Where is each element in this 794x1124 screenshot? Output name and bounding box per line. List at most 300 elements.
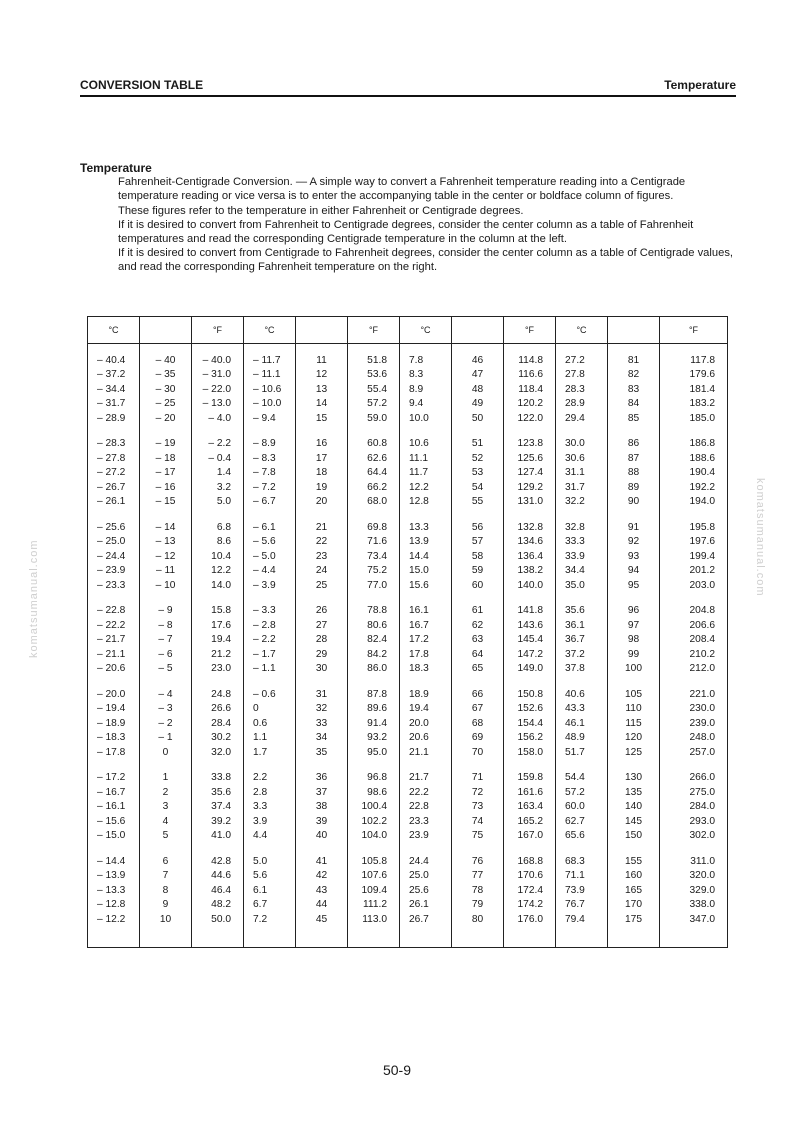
center-value-cell: 175 (608, 912, 660, 929)
fahrenheit-cell: 127.4 (504, 466, 556, 481)
center-value-cell: 76 (452, 845, 504, 869)
center-value-cell: 16 (296, 428, 348, 452)
table-row (88, 633, 728, 648)
fahrenheit-cell: 197.6 (660, 535, 728, 550)
fahrenheit-cell: 190.4 (660, 466, 728, 481)
fahrenheit-cell: 68.0 (348, 495, 400, 512)
celsius-cell: 35.6 (556, 595, 608, 619)
center-value-cell: 57 (452, 535, 504, 550)
fahrenheit-cell: 93.2 (348, 731, 400, 746)
center-value-cell: 21 (296, 511, 348, 535)
table-row (88, 535, 728, 550)
table-row (88, 800, 728, 815)
celsius-cell: 26.1 (400, 898, 452, 913)
center-value-cell: 110 (608, 702, 660, 717)
table-row (88, 647, 728, 662)
center-value-cell: 44 (296, 898, 348, 913)
center-value-cell: – 17 (140, 466, 192, 481)
celsius-cell: – 19.4 (88, 702, 140, 717)
fahrenheit-cell: 168.8 (504, 845, 556, 869)
center-value-cell: 72 (452, 785, 504, 800)
fahrenheit-cell: – 0.4 (192, 451, 244, 466)
celsius-cell: 32.8 (556, 511, 608, 535)
center-value-cell: 37 (296, 785, 348, 800)
fahrenheit-cell: 116.6 (504, 368, 556, 383)
celsius-cell: – 6.1 (244, 511, 296, 535)
fahrenheit-cell: 167.0 (504, 829, 556, 846)
celsius-cell: – 31.7 (88, 397, 140, 412)
center-value-cell: 145 (608, 814, 660, 829)
fahrenheit-cell: 347.0 (660, 912, 728, 929)
celsius-cell: – 17.2 (88, 762, 140, 786)
fahrenheit-cell: 37.4 (192, 800, 244, 815)
fahrenheit-cell: 86.0 (348, 662, 400, 679)
fahrenheit-cell: 188.6 (660, 451, 728, 466)
table-row (88, 480, 728, 495)
intro-heading: Temperature (80, 161, 152, 175)
spacer-cell (400, 929, 452, 948)
celsius-cell: – 20.6 (88, 662, 140, 679)
fahrenheit-cell: 208.4 (660, 633, 728, 648)
center-value-cell: 6 (140, 845, 192, 869)
intro-paragraph: If it is desired to convert from Centigrade to Fahrenheit degrees, consider the center column as a table of Centigrade values, and read the corresponding Fahrenheit temperature on the right. (118, 247, 734, 274)
center-value-cell: – 2 (140, 716, 192, 731)
table-row (88, 618, 728, 633)
celsius-cell: – 5.0 (244, 549, 296, 564)
center-value-cell: 58 (452, 549, 504, 564)
fahrenheit-cell: 102.2 (348, 814, 400, 829)
center-value-cell: 20 (296, 495, 348, 512)
center-value-cell: – 13 (140, 535, 192, 550)
center-value-cell: 26 (296, 595, 348, 619)
celsius-cell: 40.6 (556, 678, 608, 702)
fahrenheit-cell: 28.4 (192, 716, 244, 731)
fahrenheit-cell: 176.0 (504, 912, 556, 929)
celsius-cell: – 28.9 (88, 411, 140, 428)
fahrenheit-cell: 129.2 (504, 480, 556, 495)
celsius-cell: – 17.8 (88, 745, 140, 762)
table-row (88, 368, 728, 383)
celsius-cell: – 3.9 (244, 578, 296, 595)
conversion-table (87, 316, 728, 948)
spacer-cell (296, 929, 348, 948)
center-value-cell: 49 (452, 397, 504, 412)
fahrenheit-cell: 80.6 (348, 618, 400, 633)
center-value-cell: 35 (296, 745, 348, 762)
celsius-cell: – 11.1 (244, 368, 296, 383)
center-value-cell: – 8 (140, 618, 192, 633)
table-row (88, 564, 728, 579)
celsius-cell: 1.7 (244, 745, 296, 762)
center-value-cell: – 9 (140, 595, 192, 619)
center-value-cell: 69 (452, 731, 504, 746)
fahrenheit-cell: 109.4 (348, 883, 400, 898)
center-value-cell: – 5 (140, 662, 192, 679)
fahrenheit-cell: 87.8 (348, 678, 400, 702)
fahrenheit-cell: 19.4 (192, 633, 244, 648)
celsius-cell: – 18.9 (88, 716, 140, 731)
fahrenheit-cell: 204.8 (660, 595, 728, 619)
header-rule (80, 95, 736, 97)
fahrenheit-cell: 136.4 (504, 549, 556, 564)
spacer-cell (140, 929, 192, 948)
center-value-cell: 130 (608, 762, 660, 786)
center-value-cell: 13 (296, 382, 348, 397)
center-value-cell: 52 (452, 451, 504, 466)
spacer-cell (348, 929, 400, 948)
center-value-cell: 53 (452, 466, 504, 481)
celsius-cell: 48.9 (556, 731, 608, 746)
center-value-cell: 61 (452, 595, 504, 619)
column-header: °C (244, 317, 296, 344)
table-row (88, 898, 728, 913)
column-header: °F (192, 317, 244, 344)
center-value-cell: 24 (296, 564, 348, 579)
table-row (88, 785, 728, 800)
center-value-cell: 48 (452, 382, 504, 397)
table-row (88, 411, 728, 428)
section-title: CONVERSION TABLE (80, 78, 204, 92)
center-value-cell: 47 (452, 368, 504, 383)
topic-title: Temperature (664, 78, 736, 92)
celsius-cell: – 15.6 (88, 814, 140, 829)
fahrenheit-cell: 26.6 (192, 702, 244, 717)
fahrenheit-cell: 8.6 (192, 535, 244, 550)
fahrenheit-cell: 152.6 (504, 702, 556, 717)
fahrenheit-cell: 201.2 (660, 564, 728, 579)
center-value-cell: 55 (452, 495, 504, 512)
spacer-cell (452, 929, 504, 948)
fahrenheit-cell: 165.2 (504, 814, 556, 829)
table-row (88, 428, 728, 452)
center-value-cell: – 11 (140, 564, 192, 579)
celsius-cell: 12.2 (400, 480, 452, 495)
fahrenheit-cell: 62.6 (348, 451, 400, 466)
celsius-cell: – 2.8 (244, 618, 296, 633)
fahrenheit-cell: 293.0 (660, 814, 728, 829)
center-value-cell: 54 (452, 480, 504, 495)
center-value-cell: 23 (296, 549, 348, 564)
fahrenheit-cell: 51.8 (348, 344, 400, 368)
celsius-cell: 24.4 (400, 845, 452, 869)
celsius-cell: – 24.4 (88, 549, 140, 564)
celsius-cell: – 8.9 (244, 428, 296, 452)
celsius-cell: 33.9 (556, 549, 608, 564)
fahrenheit-cell: 181.4 (660, 382, 728, 397)
center-value-cell: 56 (452, 511, 504, 535)
table-row (88, 495, 728, 512)
celsius-cell: – 8.3 (244, 451, 296, 466)
celsius-cell: 11.7 (400, 466, 452, 481)
table-row (88, 762, 728, 786)
center-value-cell: 150 (608, 829, 660, 846)
center-value-cell: 29 (296, 647, 348, 662)
table-row (88, 511, 728, 535)
spacer-cell (192, 929, 244, 948)
fahrenheit-cell: 66.2 (348, 480, 400, 495)
fahrenheit-cell: 174.2 (504, 898, 556, 913)
center-value-cell: 15 (296, 411, 348, 428)
celsius-cell: – 10.6 (244, 382, 296, 397)
spacer-cell (88, 929, 140, 948)
celsius-cell: 23.3 (400, 814, 452, 829)
fahrenheit-cell: 159.8 (504, 762, 556, 786)
fahrenheit-cell: 170.6 (504, 869, 556, 884)
fahrenheit-cell: 96.8 (348, 762, 400, 786)
center-value-cell: 3 (140, 800, 192, 815)
center-value-cell: 59 (452, 564, 504, 579)
celsius-cell: 28.9 (556, 397, 608, 412)
celsius-cell: – 18.3 (88, 731, 140, 746)
fahrenheit-cell: – 31.0 (192, 368, 244, 383)
fahrenheit-cell: 150.8 (504, 678, 556, 702)
center-value-cell: – 3 (140, 702, 192, 717)
fahrenheit-cell: 338.0 (660, 898, 728, 913)
center-value-cell: 63 (452, 633, 504, 648)
celsius-cell: 3.9 (244, 814, 296, 829)
celsius-cell: – 20.0 (88, 678, 140, 702)
celsius-cell: 7.2 (244, 912, 296, 929)
fahrenheit-cell: – 13.0 (192, 397, 244, 412)
intro-paragraph: If it is desired to convert from Fahrenheit to Centigrade degrees, consider the center column as a table of Fahrenheit temperatures and read the corresponding Centigrade temperature in the column at the left. (118, 218, 694, 246)
celsius-cell: 26.7 (400, 912, 452, 929)
celsius-cell: 37.2 (556, 647, 608, 662)
fahrenheit-cell: 24.8 (192, 678, 244, 702)
fahrenheit-cell: 284.0 (660, 800, 728, 815)
center-value-cell: 38 (296, 800, 348, 815)
page-header (80, 76, 736, 96)
center-value-cell: 27 (296, 618, 348, 633)
center-value-cell: 100 (608, 662, 660, 679)
fahrenheit-cell: 230.0 (660, 702, 728, 717)
center-value-cell: 87 (608, 451, 660, 466)
celsius-cell: – 25.6 (88, 511, 140, 535)
intro-text (80, 161, 740, 275)
celsius-cell: 34.4 (556, 564, 608, 579)
table-row (88, 382, 728, 397)
celsius-cell: 18.3 (400, 662, 452, 679)
fahrenheit-cell: 69.8 (348, 511, 400, 535)
celsius-cell: 22.2 (400, 785, 452, 800)
fahrenheit-cell: 134.6 (504, 535, 556, 550)
celsius-cell: – 0.6 (244, 678, 296, 702)
fahrenheit-cell: 161.6 (504, 785, 556, 800)
fahrenheit-cell: 163.4 (504, 800, 556, 815)
center-value-cell: – 6 (140, 647, 192, 662)
celsius-cell: – 21.1 (88, 647, 140, 662)
fahrenheit-cell: 42.8 (192, 845, 244, 869)
intro-paragraph: These figures refer to the temperature in either Fahrenheit or Centigrade degrees. (118, 204, 524, 217)
table-row (88, 549, 728, 564)
column-header: °F (504, 317, 556, 344)
fahrenheit-cell: – 22.0 (192, 382, 244, 397)
celsius-cell: – 27.8 (88, 451, 140, 466)
fahrenheit-cell: 84.2 (348, 647, 400, 662)
fahrenheit-cell: 98.6 (348, 785, 400, 800)
celsius-cell: – 34.4 (88, 382, 140, 397)
center-value-cell: – 15 (140, 495, 192, 512)
celsius-cell: 30.6 (556, 451, 608, 466)
celsius-cell: – 25.0 (88, 535, 140, 550)
fahrenheit-cell: 172.4 (504, 883, 556, 898)
center-value-cell: 81 (608, 344, 660, 368)
fahrenheit-cell: 12.2 (192, 564, 244, 579)
table-row (88, 466, 728, 481)
celsius-cell: – 6.7 (244, 495, 296, 512)
celsius-cell: 5.6 (244, 869, 296, 884)
fahrenheit-cell: 311.0 (660, 845, 728, 869)
table-row (88, 662, 728, 679)
celsius-cell: 37.8 (556, 662, 608, 679)
fahrenheit-cell: 123.8 (504, 428, 556, 452)
center-value-cell: 77 (452, 869, 504, 884)
center-value-cell: 135 (608, 785, 660, 800)
center-value-cell: 94 (608, 564, 660, 579)
fahrenheit-cell: – 4.0 (192, 411, 244, 428)
center-value-cell: 62 (452, 618, 504, 633)
fahrenheit-cell: 320.0 (660, 869, 728, 884)
table-row (88, 397, 728, 412)
center-value-cell: 2 (140, 785, 192, 800)
celsius-cell: 4.4 (244, 829, 296, 846)
center-value-cell: 14 (296, 397, 348, 412)
fahrenheit-cell: – 40.0 (192, 344, 244, 368)
celsius-cell: 0 (244, 702, 296, 717)
center-value-cell: 79 (452, 898, 504, 913)
fahrenheit-cell: 48.2 (192, 898, 244, 913)
celsius-cell: 6.1 (244, 883, 296, 898)
center-value-cell: 99 (608, 647, 660, 662)
fahrenheit-cell: 132.8 (504, 511, 556, 535)
table-row (88, 814, 728, 829)
center-value-cell: 95 (608, 578, 660, 595)
fahrenheit-cell: 6.8 (192, 511, 244, 535)
center-value-cell: 86 (608, 428, 660, 452)
center-value-cell: 51 (452, 428, 504, 452)
center-value-cell: 10 (140, 912, 192, 929)
celsius-cell: 14.4 (400, 549, 452, 564)
fahrenheit-cell: 1.4 (192, 466, 244, 481)
fahrenheit-cell: 140.0 (504, 578, 556, 595)
table-row (88, 745, 728, 762)
center-value-cell: 32 (296, 702, 348, 717)
center-value-cell: 160 (608, 869, 660, 884)
table-row (88, 845, 728, 869)
column-header: °C (400, 317, 452, 344)
celsius-cell: – 14.4 (88, 845, 140, 869)
celsius-cell: 15.0 (400, 564, 452, 579)
fahrenheit-cell: 266.0 (660, 762, 728, 786)
center-value-cell: 90 (608, 495, 660, 512)
celsius-cell: – 1.7 (244, 647, 296, 662)
table-row (88, 595, 728, 619)
center-value-cell: 9 (140, 898, 192, 913)
fahrenheit-cell: 21.2 (192, 647, 244, 662)
fahrenheit-cell: 302.0 (660, 829, 728, 846)
column-header (452, 317, 504, 344)
center-value-cell: 19 (296, 480, 348, 495)
center-value-cell: 7 (140, 869, 192, 884)
center-value-cell: 96 (608, 595, 660, 619)
center-value-cell: 60 (452, 578, 504, 595)
fahrenheit-cell: 82.4 (348, 633, 400, 648)
celsius-cell: 71.1 (556, 869, 608, 884)
center-value-cell: 18 (296, 466, 348, 481)
fahrenheit-cell: 32.0 (192, 745, 244, 762)
celsius-cell: – 27.2 (88, 466, 140, 481)
celsius-cell: – 15.0 (88, 829, 140, 846)
celsius-cell: 19.4 (400, 702, 452, 717)
fahrenheit-cell: 113.0 (348, 912, 400, 929)
celsius-cell: 18.9 (400, 678, 452, 702)
center-value-cell: 36 (296, 762, 348, 786)
center-value-cell: 97 (608, 618, 660, 633)
celsius-cell: 36.7 (556, 633, 608, 648)
column-header (296, 317, 348, 344)
fahrenheit-cell: 64.4 (348, 466, 400, 481)
center-value-cell: 105 (608, 678, 660, 702)
fahrenheit-cell: 41.0 (192, 829, 244, 846)
fahrenheit-cell: 156.2 (504, 731, 556, 746)
celsius-cell: 31.7 (556, 480, 608, 495)
column-header (140, 317, 192, 344)
fahrenheit-cell: 179.6 (660, 368, 728, 383)
fahrenheit-cell: 30.2 (192, 731, 244, 746)
fahrenheit-cell: 125.6 (504, 451, 556, 466)
center-value-cell: – 18 (140, 451, 192, 466)
center-value-cell: 64 (452, 647, 504, 662)
column-header (608, 317, 660, 344)
celsius-cell: 65.6 (556, 829, 608, 846)
fahrenheit-cell: 186.8 (660, 428, 728, 452)
celsius-cell: 5.0 (244, 845, 296, 869)
celsius-cell: 2.2 (244, 762, 296, 786)
table-row (88, 912, 728, 929)
celsius-cell: 51.7 (556, 745, 608, 762)
fahrenheit-cell: – 2.2 (192, 428, 244, 452)
celsius-cell: 27.2 (556, 344, 608, 368)
fahrenheit-cell: 194.0 (660, 495, 728, 512)
celsius-cell: 54.4 (556, 762, 608, 786)
celsius-cell: 17.8 (400, 647, 452, 662)
fahrenheit-cell: 117.8 (660, 344, 728, 368)
celsius-cell: 17.2 (400, 633, 452, 648)
table-row (88, 883, 728, 898)
center-value-cell: 98 (608, 633, 660, 648)
celsius-cell: 32.2 (556, 495, 608, 512)
center-value-cell: 45 (296, 912, 348, 929)
watermark-left: komatsumanual.com (28, 539, 40, 658)
fahrenheit-cell: 185.0 (660, 411, 728, 428)
fahrenheit-cell: 44.6 (192, 869, 244, 884)
center-value-cell: 31 (296, 678, 348, 702)
celsius-cell: – 1.1 (244, 662, 296, 679)
center-value-cell: 84 (608, 397, 660, 412)
fahrenheit-cell: 210.2 (660, 647, 728, 662)
fahrenheit-cell: 141.8 (504, 595, 556, 619)
center-value-cell: 85 (608, 411, 660, 428)
celsius-cell: 43.3 (556, 702, 608, 717)
celsius-cell: – 21.7 (88, 633, 140, 648)
fahrenheit-cell: 111.2 (348, 898, 400, 913)
center-value-cell: 11 (296, 344, 348, 368)
celsius-cell: 21.7 (400, 762, 452, 786)
fahrenheit-cell: 149.0 (504, 662, 556, 679)
center-value-cell: – 35 (140, 368, 192, 383)
column-header: °C (556, 317, 608, 344)
fahrenheit-cell: 55.4 (348, 382, 400, 397)
table-row (88, 678, 728, 702)
